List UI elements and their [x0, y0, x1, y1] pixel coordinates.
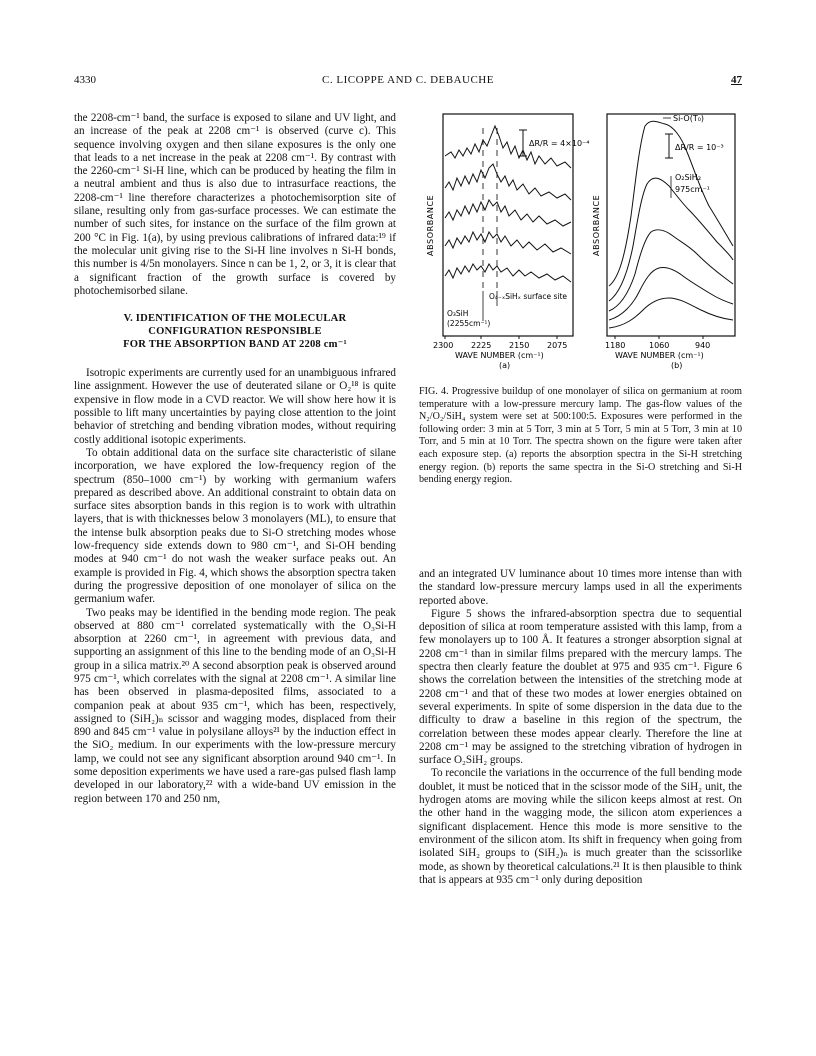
y-axis-label: ABSORBANCE [426, 194, 435, 256]
running-title: C. LICOPPE AND C. DEBAUCHE [322, 74, 494, 86]
section-heading-line: CONFIGURATION RESPONSIBLE [148, 326, 322, 338]
x-tick-label: 2225 [471, 341, 492, 350]
section-heading-line: FOR THE ABSORPTION BAND AT 2208 cm⁻¹ [123, 339, 347, 351]
section-heading-line: V. IDENTIFICATION OF THE MOLECULAR [123, 313, 347, 325]
spectrum-curve [609, 267, 733, 320]
figure-4-plot [419, 106, 749, 376]
paragraph: To reconcile the variations in the occurrence of the full bending mode doublet, it must be noticed that in the scissor mode of the SiH₂ unit, the hydrogen atoms are moving while the silicon keeps almost at rest. On the other hand in the wagging mode, the silicon atom experiences a significant displacement. Hence this mode is more sensitive to the environment of the silicon atom. Its shift in frequency when going from isolated SiH₂ groups to (SiH₂)ₙ is much greater than the scissorlike mode, as shown by theoretical calculations.²¹ It is then plausible to think that is appears at 935 cm⁻¹ only during deposition [419, 767, 742, 886]
surface-site-annotation: O₄₋ₓSiHₓ surface site [489, 292, 568, 301]
o3sih-annotation: O₃SiH [447, 309, 469, 318]
spectrum-curve [609, 230, 733, 311]
paragraph: Figure 5 shows the infrared-absorption spectra due to sequential deposition of silica at room temperature assisted with this lamp, from a few monolayers up to 100 Å. It features a stronger absorption signal at 2208 cm⁻¹ than in similar films prepared with the mercury lamps. The spectra then clearly feature the doublet at 975 and 935 cm⁻¹. Figure 6 shows the correlation between the intensities of the stretching mode at 2208 cm⁻¹ and that of these two modes at lower energies obtained on several experiments. In spite of some dispersion in the data due to the difficulty to draw a baseline in this region of the spectrum, the correlation between these modes appear clearly. Therefore the line at 2208 cm⁻¹ may be assigned to the stretching vibration of hydrogen in surface O₂SiH₂ groups. [419, 607, 742, 767]
x-axis-label: WAVE NUMBER (cm⁻¹) [615, 351, 704, 360]
x-tick-label: 1180 [605, 341, 626, 350]
spectrum-curve [445, 232, 571, 254]
panel-label: (b) [671, 361, 683, 370]
page-number: 4330 [74, 74, 96, 86]
o2sih2-wavenumber-annotation: 975cm⁻¹ [675, 185, 710, 194]
x-tick-label: 2150 [509, 341, 530, 350]
spectrum-curve [609, 298, 733, 328]
paragraph: Isotropic experiments are currently used for an unambiguous infrared line assignment. However the use of deuterated silane or O₂¹⁸ is quite expensive in flow mode in a CVD reactor. We will show here how it is possible to lift many uncertainties by paying close attention to the joint behavior of stretching and bending vibration modes, without requiring costly additional isotopic experiments. [74, 367, 396, 446]
o2sih2-annotation: O₂SiH₂ [675, 173, 702, 182]
sio-annotation: Si-O(T₀) [673, 114, 705, 123]
panel-b [592, 114, 735, 370]
paragraph: and an integrated UV luminance about 10 times more intense than with the standard low-pressure mercury lamps used in all the experiments reported above. [419, 568, 742, 607]
y-axis-label: ABSORBANCE [592, 194, 601, 256]
figure-caption: FIG. 4. Progressive buildup of one monolayer of silica on germanium at room temperature with a low-pressure mercury lamp. The gas-flow values of the N₂/O₂/SiH₄ system were set at 500:100:5. Exposures were performed in the following order: 3 min at 5 Torr, 3 min at 5 Torr, 5 min at 5 Torr, 3 min at 10 Torr, and 5 min at 10 Torr. The spectra shown on the figure were taken after each exposure step. (a) reports the absorption spectra in the Si-H stretching energy region. (b) reports the same spectra in the Si-O stretching and Si-H bending energy region. [419, 386, 742, 486]
volume-number: 47 [731, 74, 742, 86]
paragraph: To obtain additional data on the surface site characteristic of silane incorporation, we have explored the low-frequency region of the spectrum (850–1000 cm⁻¹) by working with germanium wafers prepared as described above. An additional constraint to obtain data on surface sites absorption bands in this region is to work with ultrathin layers, that is with thicknesses below 3 monolayers (ML), to ensure that the intense bulk absorption peaks due to Si-O stretching modes whose low-frequency side extends down to 980 cm⁻¹, and Si-OH bending modes at 940 cm⁻¹ do not wash the weaker surface peaks out. An example is provided in Fig. 4, which shows the absorption spectra taken during the progressive deposition of one monolayer of silica on the germanium wafer. [74, 446, 396, 606]
right-column [419, 568, 742, 887]
scale-label: ΔR/R = 10⁻³ [675, 143, 724, 152]
left-column [74, 112, 396, 806]
o3sih-wavenumber-annotation: (2255cm⁻¹) [447, 319, 491, 328]
paragraph: Two peaks may be identified in the bending mode region. The peak observed at 880 cm⁻¹ correlated systematically with the O₃Si-H absorption at 2260 cm⁻¹, in agreement with previous data, and supporting an assignment of this line to the bending mode of an O₃Si-H group in a silica matrix.²⁰ A second absorption peak is observed around 975 cm⁻¹, which correlates with the signal at 2208 cm⁻¹. A similar line has been observed in plasma-deposited films, associated to a companion peak at about 935 cm⁻¹, which has been, respectively, assigned to (SiH₂)ₙ scissor and wagging modes, displaced from their 890 and 845 cm⁻¹ value in polysilane alloys²¹ by the induction effect in the SiO₂ medium. In our experiments with the low-pressure mercury lamp, we could not see any significant absorption around 940 cm⁻¹. In some deposition experiments we have used a rare-gas pulsed flash lamp developed in our laboratory,²² with a wide-band UV emission in the region between 170 and 250 nm, [74, 606, 396, 805]
x-tick-label: 2300 [433, 341, 454, 350]
x-tick-label: 1060 [649, 341, 670, 350]
spectrum-curve [445, 164, 571, 200]
panel-a [426, 114, 589, 370]
spectrum-curve [445, 264, 571, 282]
panel-label: (a) [499, 361, 511, 370]
x-tick-label: 2075 [547, 341, 568, 350]
figure-4 [419, 106, 749, 376]
paragraph: the 2208-cm⁻¹ band, the surface is exposed to silane and UV light, and an increase of the peak at 2208 cm⁻¹ is observed (curve c). This sequence involving oxygen and then silane exposures is the only one that leads to a net increase in the peak at 2208 cm⁻¹. By contrast with the 2260-cm⁻¹ Si-H line, which can be produced by heating the film in a neutral ambient and thus is also due to intrasurface reactions, the 2208-cm⁻¹ line therefore characterizes a photochemisorption site of silane, resulting only from gas-surface processes. We can estimate the number of such sites, for instance on the surface of the film grown at 200 °C in Fig. 1(a), by using previous calibrations of infrared data:¹⁹ if the molecular unit giving rise to the Si-H line involves n Si-H bonds, this number is 4/5n monolayers. Since n can be 1, 2, or 3, it is clear that a significant fraction of the growth surface is covered by photochemisorbed silane. [74, 112, 396, 297]
running-header [74, 74, 742, 90]
x-tick-label: 940 [695, 341, 711, 350]
x-axis-label: WAVE NUMBER (cm⁻¹) [455, 351, 544, 360]
scale-label: ΔR/R = 4×10⁻⁴ [529, 139, 590, 148]
spectrum-curve [445, 200, 571, 226]
section-heading [74, 312, 396, 351]
